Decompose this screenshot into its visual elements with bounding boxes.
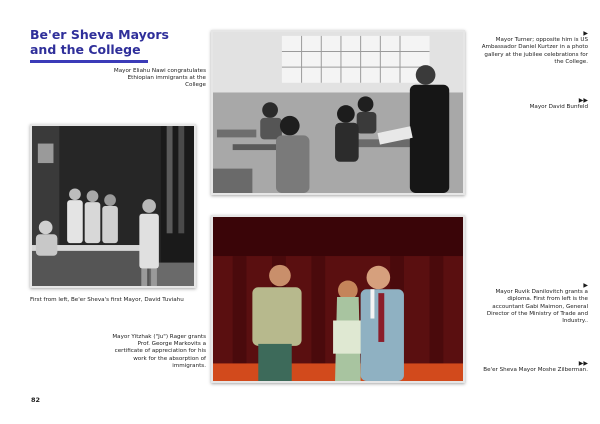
caption-rager: Mayor Yitzhak ("Ju") Rager grants Prof. George Markovits a certificate of appreciation for his work for the absorption of immigrants. [112,334,206,369]
caption-zilberman-text: Be'er Sheva Mayor Moshe Zilberman. [483,367,588,374]
caption-ruvik-text: Mayor Ruvik Danilovitch grants a diploma. First from left is the accountant Gabi Maimon, General Director of the Ministry of Trade and Industry.. [486,289,588,325]
photo-diploma-image [213,217,463,381]
caption-turner-arrow-icon: ▶ [583,30,588,37]
photo-diploma [211,215,465,383]
caption-ruvik-arrow-icon: ▶ [583,282,588,289]
caption-bunfeld-arrow-icon: ▶▶ [578,97,588,104]
caption-bunfeld-text: Mayor David Bunfeld [529,104,588,111]
caption-tuviahu: First from left, Be'er Sheva's first Mayor, David Tuviahu [30,297,184,303]
title-underline [30,60,148,63]
photo-classroom [211,30,465,195]
caption-bunfeld [478,97,588,111]
photo-classroom-image [213,32,463,193]
photo-ceremony-image [32,126,194,286]
page-number: 82 [31,396,41,404]
caption-nawi: Mayor Eliahu Nawi congratulates Ethiopian immigrants at the College [113,68,206,89]
caption-zilberman [478,360,588,374]
caption-turner-text: Mayor Turner; opposite him is US Ambassador Daniel Kurtzer in a photo gallery at the jubilee celebrations for the College. [481,37,588,65]
page-title: Be'er Sheva Mayors and the College [30,27,169,57]
photo-ceremony [30,124,196,288]
caption-zilberman-arrow-icon: ▶▶ [578,360,588,367]
caption-ruvik [478,282,588,325]
caption-turner [478,30,588,66]
